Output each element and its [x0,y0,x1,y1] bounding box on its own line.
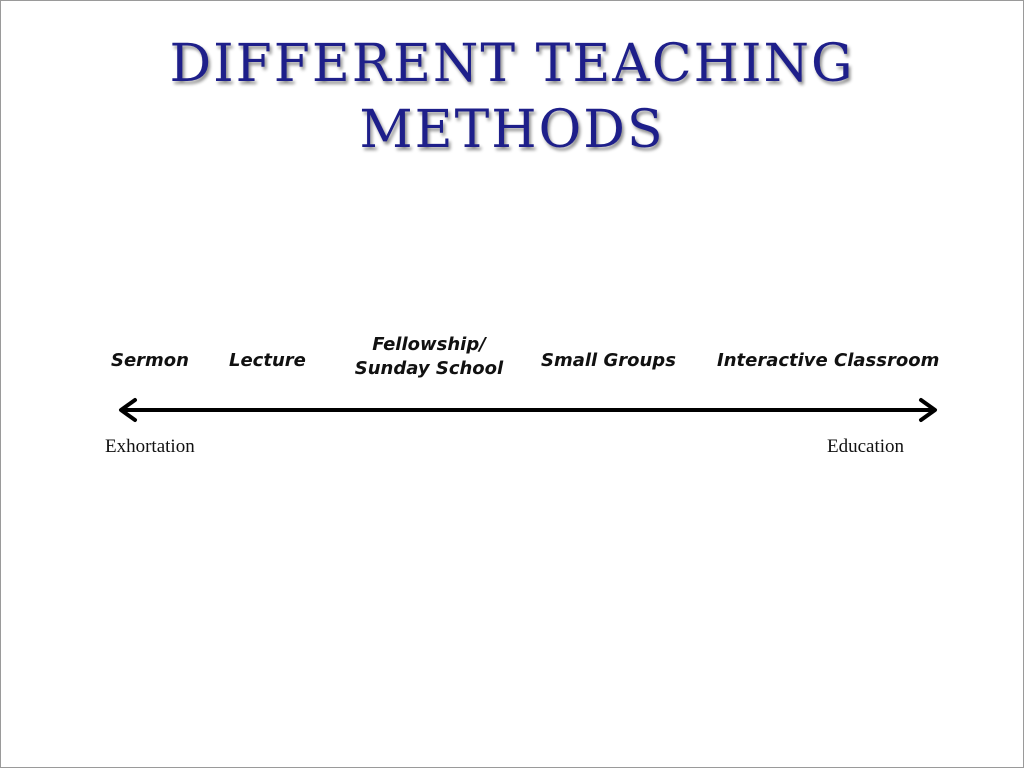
slide-title [1,31,1023,163]
title-line-1: DIFFERENT TEACHING [169,34,855,94]
method-lecture: Lecture [229,350,306,371]
method-fellowship-sunday-school [339,333,519,381]
method-sermon: Sermon [111,350,189,371]
endpoint-right-label: Education [827,436,905,457]
method-label-line-2: Sunday School [354,358,504,379]
endpoint-left-label: Exhortation [105,436,195,457]
title-line-2: METHODS [359,100,665,160]
double-headed-arrow-icon [113,397,943,423]
method-small-groups: Small Groups [541,350,676,371]
method-interactive-classroom: Interactive Classroom [717,350,940,371]
method-label-line-1: Fellowship/ [372,334,486,355]
